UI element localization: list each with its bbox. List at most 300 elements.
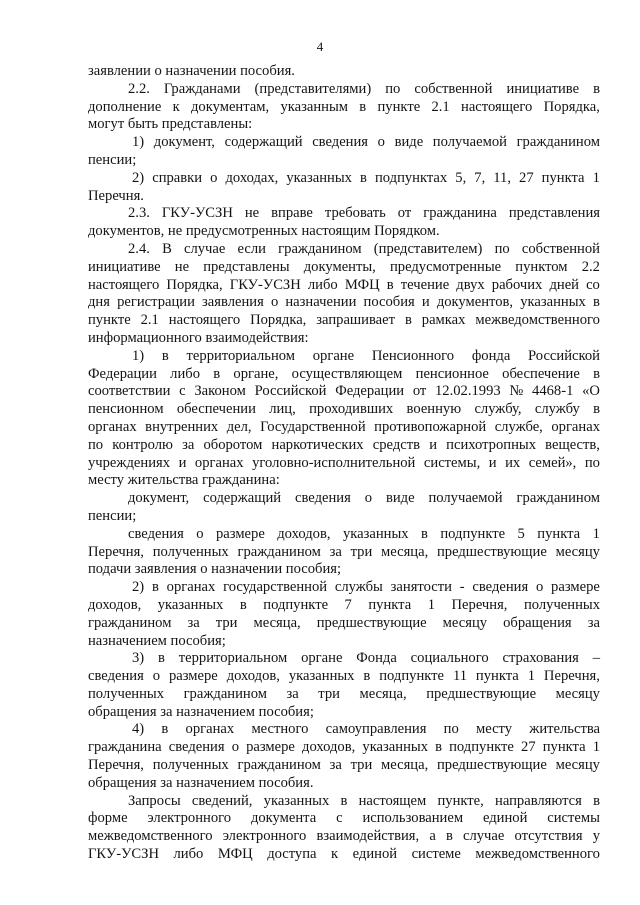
word: либо bbox=[170, 365, 200, 382]
word: от bbox=[397, 205, 412, 222]
word: случае bbox=[184, 240, 226, 257]
word: использованием bbox=[362, 810, 464, 827]
word: проходивших bbox=[309, 401, 394, 418]
word: регистрации bbox=[117, 294, 195, 311]
word: о bbox=[377, 134, 385, 151]
text-line bbox=[88, 561, 600, 579]
text-line bbox=[88, 793, 600, 811]
word: сведения bbox=[168, 739, 225, 756]
word: электронного bbox=[147, 810, 232, 827]
text-line bbox=[88, 810, 600, 828]
word: месяца, bbox=[359, 685, 407, 702]
word: внутренних bbox=[145, 418, 219, 435]
word: органах bbox=[166, 579, 216, 596]
word: Перечня, bbox=[88, 543, 144, 560]
word: органах bbox=[551, 418, 600, 435]
word: рамках bbox=[421, 312, 466, 329]
body-text bbox=[88, 63, 600, 864]
word: полученных bbox=[88, 685, 165, 702]
word: указанных bbox=[288, 668, 355, 685]
word: гражданином bbox=[516, 490, 600, 507]
word: системы, bbox=[423, 454, 481, 471]
word: пункта bbox=[368, 596, 412, 613]
word: документы, bbox=[303, 258, 376, 275]
word: территориальном bbox=[186, 347, 296, 364]
word: документам, bbox=[191, 98, 270, 115]
text-line bbox=[88, 134, 600, 152]
word: «О bbox=[582, 383, 600, 400]
text-line bbox=[88, 455, 600, 473]
word: сведения bbox=[128, 525, 184, 542]
word: единой bbox=[352, 846, 398, 863]
word: и bbox=[421, 294, 430, 311]
word: МФЦ bbox=[217, 846, 253, 863]
word: предусмотренные bbox=[389, 258, 502, 275]
word: органах bbox=[88, 418, 137, 435]
word: службе, bbox=[494, 418, 543, 435]
word: пункта bbox=[542, 739, 586, 756]
word: в bbox=[404, 312, 412, 329]
word: виде bbox=[385, 490, 415, 507]
word: 1 bbox=[592, 169, 600, 186]
word: ГКУ-УСЗН bbox=[161, 205, 233, 222]
word: настоящем bbox=[358, 792, 427, 809]
word: веществ, bbox=[545, 436, 600, 453]
word: за bbox=[329, 543, 342, 560]
word: (представителями) bbox=[254, 80, 372, 97]
text-line bbox=[88, 330, 600, 348]
word: гражданином bbox=[278, 240, 362, 257]
word: 2.1 bbox=[140, 312, 159, 329]
word: размере bbox=[551, 579, 600, 596]
line-text: документов, не предусмотренных настоящим Порядком. bbox=[88, 223, 440, 240]
word: размере bbox=[246, 739, 295, 756]
text-line bbox=[88, 846, 600, 864]
word: доходов, bbox=[277, 525, 331, 542]
word: осуществляющем bbox=[291, 365, 403, 382]
word: жительства bbox=[529, 721, 600, 738]
word: сведения bbox=[88, 668, 144, 685]
word: органах bbox=[194, 454, 244, 471]
word: у bbox=[592, 828, 600, 845]
word: документ, bbox=[128, 490, 190, 507]
word: 2.2. bbox=[128, 80, 150, 97]
word: подпункте bbox=[263, 596, 329, 613]
word: месяцу bbox=[555, 543, 600, 560]
word: к bbox=[331, 846, 339, 863]
word: от bbox=[412, 383, 427, 400]
word: инициативе bbox=[88, 258, 161, 275]
word: получаемой bbox=[428, 490, 503, 507]
text-line bbox=[88, 170, 600, 188]
word: страхования bbox=[502, 650, 579, 667]
word: Перечня, bbox=[543, 668, 600, 685]
word: документ, bbox=[153, 134, 215, 151]
word: полученных bbox=[152, 543, 229, 560]
line-text: обращения за назначением пособия. bbox=[88, 774, 314, 791]
text-line bbox=[88, 419, 600, 437]
word: 2.2 bbox=[581, 258, 600, 275]
word: месту bbox=[476, 721, 513, 738]
word: - bbox=[459, 579, 465, 596]
word: в bbox=[359, 98, 367, 115]
word: Порядка, bbox=[543, 98, 600, 115]
word: единой bbox=[482, 810, 528, 827]
word: Порядка, bbox=[250, 312, 307, 329]
text-line bbox=[88, 668, 600, 686]
word: службу bbox=[534, 401, 580, 418]
text-line bbox=[88, 99, 600, 117]
word: о bbox=[196, 525, 204, 542]
word: дней bbox=[549, 276, 579, 293]
word: о bbox=[231, 739, 239, 756]
word: Законом bbox=[194, 383, 246, 400]
word: гражданином bbox=[237, 543, 321, 560]
word: собственной bbox=[414, 80, 493, 97]
word: пункте bbox=[377, 98, 421, 115]
word: средств bbox=[372, 436, 421, 453]
word: 27 bbox=[519, 169, 534, 186]
word: вправе bbox=[271, 205, 313, 222]
word: лиц, bbox=[269, 401, 296, 418]
word: инициативе bbox=[506, 80, 580, 97]
word: службы bbox=[334, 579, 383, 596]
word: подпунктах bbox=[374, 169, 448, 186]
page-number: 4 bbox=[316, 39, 324, 54]
text-line bbox=[88, 81, 600, 99]
text-line bbox=[88, 223, 600, 241]
word: гражданином bbox=[237, 757, 321, 774]
word: обеспечении bbox=[176, 401, 256, 418]
word: службу, bbox=[474, 401, 522, 418]
text-line bbox=[88, 63, 600, 81]
word: занятости bbox=[390, 579, 452, 596]
word: семей», bbox=[528, 454, 577, 471]
word: Пенсионного bbox=[371, 347, 455, 364]
word: Гражданами bbox=[163, 80, 241, 97]
word: самоуправления bbox=[325, 721, 427, 738]
line-text: месту жительства гражданина: bbox=[88, 472, 280, 489]
word: течение bbox=[400, 276, 450, 293]
word: Российской bbox=[528, 347, 600, 364]
text-line bbox=[88, 757, 600, 775]
word: не bbox=[244, 205, 260, 222]
word: территориальном bbox=[178, 650, 288, 667]
word: направляются bbox=[495, 792, 582, 809]
word: В bbox=[162, 240, 172, 257]
word: месяца, bbox=[253, 614, 301, 631]
word: 3) bbox=[132, 650, 145, 667]
word: заявления bbox=[202, 294, 264, 311]
word: Порядка, bbox=[166, 276, 223, 293]
word: 7 bbox=[344, 596, 352, 613]
word: представлены bbox=[203, 258, 290, 275]
word: подпункте bbox=[440, 525, 506, 542]
word: органах bbox=[185, 721, 235, 738]
word: о bbox=[210, 169, 218, 186]
word: пенсионном bbox=[88, 401, 164, 418]
word: в bbox=[161, 347, 169, 364]
word: указанных bbox=[263, 792, 330, 809]
word: форме bbox=[88, 810, 128, 827]
word: подпункте bbox=[379, 668, 445, 685]
word: 1 bbox=[592, 739, 600, 756]
line-text: заявлении о назначении пособия. bbox=[88, 63, 295, 79]
word: о bbox=[535, 579, 544, 596]
word: местного bbox=[251, 721, 309, 738]
word: доходов, bbox=[226, 668, 280, 685]
word: пункта bbox=[475, 668, 519, 685]
word: пункте, bbox=[437, 792, 484, 809]
word: по bbox=[443, 721, 459, 738]
text-line bbox=[88, 526, 600, 544]
word: 2.4. bbox=[128, 240, 150, 257]
word: гражданина bbox=[88, 739, 162, 756]
word: по bbox=[385, 80, 401, 97]
word: не bbox=[174, 258, 190, 275]
word: доступа bbox=[267, 846, 317, 863]
word: Перечня, bbox=[88, 757, 144, 774]
word: предшествующие bbox=[436, 757, 547, 774]
word: три bbox=[350, 543, 373, 560]
word: и bbox=[488, 454, 497, 471]
line-text: Перечня. bbox=[88, 187, 144, 204]
word: обеспечение bbox=[502, 365, 580, 382]
word: в bbox=[420, 525, 428, 542]
word: назначении bbox=[285, 294, 357, 311]
text-line bbox=[88, 686, 600, 704]
word: 1 bbox=[527, 668, 535, 685]
word: либо bbox=[173, 846, 204, 863]
word: пособия bbox=[363, 294, 415, 311]
line-text: пенсии; bbox=[88, 151, 137, 168]
word: в bbox=[593, 80, 600, 97]
word: сведения bbox=[472, 579, 529, 596]
word: межведомственного bbox=[88, 828, 213, 845]
word: 1) bbox=[132, 347, 145, 364]
word: № bbox=[509, 383, 524, 400]
word: сведения bbox=[312, 134, 369, 151]
word: соответствии bbox=[88, 383, 171, 400]
word: представления bbox=[508, 205, 600, 222]
word: органе bbox=[312, 347, 355, 364]
text-line bbox=[88, 277, 600, 295]
word: учреждениях bbox=[88, 454, 171, 471]
word: полученных bbox=[152, 757, 229, 774]
word: за bbox=[182, 436, 195, 453]
word: межведомственного bbox=[475, 312, 600, 329]
word: собственной bbox=[521, 240, 600, 257]
word: военную bbox=[406, 401, 462, 418]
word: МФЦ bbox=[344, 276, 380, 293]
word: оборотом bbox=[203, 436, 263, 453]
word: ГКУ-УСЗН bbox=[229, 276, 301, 293]
word: размере bbox=[215, 525, 265, 542]
word: сведения bbox=[295, 490, 351, 507]
word: Государственной bbox=[260, 418, 366, 435]
word: за bbox=[329, 757, 342, 774]
text-line bbox=[88, 259, 600, 277]
text-line bbox=[88, 472, 600, 490]
word: Федерации bbox=[88, 365, 157, 382]
text-line bbox=[88, 775, 600, 793]
text-line bbox=[88, 490, 600, 508]
word: документов, bbox=[436, 294, 514, 311]
word: случае bbox=[462, 828, 505, 845]
text-line bbox=[88, 508, 600, 526]
word: Российской bbox=[254, 383, 327, 400]
word: в bbox=[593, 401, 600, 418]
word: в bbox=[340, 792, 348, 809]
word: в bbox=[360, 169, 367, 186]
word: в bbox=[592, 294, 600, 311]
word: месяцу bbox=[555, 757, 600, 774]
word: указанных bbox=[520, 294, 586, 311]
word: в bbox=[593, 365, 600, 382]
word: о bbox=[152, 668, 161, 685]
word: запрашивает bbox=[316, 312, 395, 329]
word: в bbox=[239, 596, 247, 613]
word: указанным bbox=[280, 98, 348, 115]
word: по bbox=[88, 436, 104, 453]
word: пункта bbox=[537, 525, 581, 542]
word: сведений, bbox=[191, 792, 253, 809]
word: требовать bbox=[324, 205, 386, 222]
word: настоящего bbox=[88, 276, 160, 293]
word: пункта bbox=[541, 169, 585, 186]
word: о bbox=[364, 490, 373, 507]
word: 5, bbox=[455, 169, 467, 186]
word: либо bbox=[307, 276, 338, 293]
word: в bbox=[435, 739, 443, 756]
text-line bbox=[88, 312, 600, 330]
word: указанных bbox=[362, 739, 428, 756]
word: размере bbox=[168, 668, 218, 685]
word: электронного bbox=[222, 828, 307, 845]
word: предшествующие bbox=[316, 614, 427, 631]
word: со bbox=[586, 276, 600, 293]
word: месяца, bbox=[381, 543, 429, 560]
word: указанных bbox=[286, 169, 352, 186]
word: (представителем) bbox=[373, 240, 483, 257]
word: в bbox=[593, 792, 600, 809]
word: полученных bbox=[523, 596, 600, 613]
word: Перечня, bbox=[451, 596, 508, 613]
word: межведомственного bbox=[475, 846, 600, 863]
word: за bbox=[187, 614, 200, 631]
word: Запросы bbox=[128, 792, 181, 809]
word: в bbox=[161, 721, 169, 738]
word: три bbox=[350, 757, 373, 774]
word: обращения bbox=[503, 614, 572, 631]
word: за bbox=[587, 614, 600, 631]
word: двух bbox=[456, 276, 485, 293]
text-line bbox=[88, 401, 600, 419]
line-text: информационного взаимодействия: bbox=[88, 329, 309, 346]
word: указанных bbox=[342, 525, 409, 542]
text-line bbox=[88, 828, 600, 846]
word: 11 bbox=[452, 668, 467, 685]
word: содержащий bbox=[203, 490, 282, 507]
text-line bbox=[88, 205, 600, 223]
word: настоящего bbox=[461, 98, 533, 115]
word: их bbox=[505, 454, 521, 471]
word: дел, bbox=[226, 418, 252, 435]
word: виде bbox=[394, 134, 424, 151]
word: социального bbox=[410, 650, 489, 667]
word: 12.02.1993 bbox=[435, 383, 501, 400]
text-line bbox=[88, 188, 600, 206]
word: к bbox=[172, 98, 180, 115]
word: в bbox=[213, 365, 221, 382]
text-line bbox=[88, 437, 600, 455]
line-text: подачи заявления о назначении пособия; bbox=[88, 561, 342, 578]
word: 7, bbox=[474, 169, 486, 186]
line-text: назначением пособия; bbox=[88, 632, 226, 649]
word: настоящего bbox=[168, 312, 241, 329]
word: три bbox=[215, 614, 238, 631]
text-line bbox=[88, 579, 600, 597]
word: взаимодействия, bbox=[316, 828, 420, 845]
word: 2) bbox=[132, 169, 145, 186]
word: пенсионное bbox=[415, 365, 489, 382]
word: по bbox=[584, 454, 600, 471]
word: по bbox=[494, 240, 510, 257]
word: если bbox=[237, 240, 266, 257]
line-text: могут быть представлены: bbox=[88, 116, 253, 133]
word: – bbox=[592, 650, 600, 667]
text-line bbox=[88, 721, 600, 739]
word: месяцу bbox=[555, 685, 600, 702]
word: 1) bbox=[132, 134, 145, 151]
word: противопожарной bbox=[374, 418, 487, 435]
word: в bbox=[445, 828, 453, 845]
word: справки bbox=[152, 169, 203, 186]
word: системе bbox=[411, 846, 461, 863]
text-line bbox=[88, 383, 600, 401]
word: 1 bbox=[592, 525, 600, 542]
word: в bbox=[151, 579, 159, 596]
word: психотропных bbox=[446, 436, 536, 453]
word: с bbox=[336, 810, 343, 827]
word: 1 bbox=[427, 596, 435, 613]
word: системы bbox=[547, 810, 600, 827]
text-line bbox=[88, 241, 600, 259]
text-line bbox=[88, 152, 600, 170]
word: рабочих bbox=[491, 276, 543, 293]
word: указанных bbox=[157, 596, 224, 613]
text-line bbox=[88, 739, 600, 757]
word: дня bbox=[88, 294, 110, 311]
word: фонда bbox=[471, 347, 511, 364]
word: пункте bbox=[88, 312, 131, 329]
word: дополнение bbox=[88, 98, 162, 115]
word: государственной bbox=[223, 579, 328, 596]
word: 4468-1 bbox=[532, 383, 574, 400]
word: органе bbox=[301, 650, 343, 667]
word: с bbox=[179, 383, 186, 400]
word: наркотических bbox=[271, 436, 364, 453]
word: предшествующие bbox=[436, 543, 547, 560]
word: три bbox=[318, 685, 340, 702]
word: гражданина bbox=[423, 205, 497, 222]
text-line bbox=[88, 650, 600, 668]
word: предшествующие bbox=[426, 685, 537, 702]
word: контролю bbox=[112, 436, 173, 453]
word: получаемой bbox=[432, 134, 507, 151]
word: о bbox=[270, 294, 279, 311]
word: и bbox=[178, 454, 187, 471]
